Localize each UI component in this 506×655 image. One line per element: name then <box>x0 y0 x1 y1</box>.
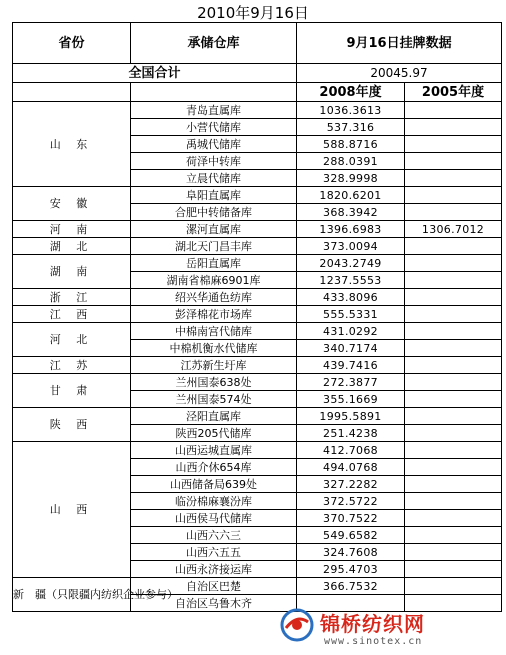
warehouse-cell: 中棉南宫代储库 <box>131 323 297 340</box>
value-2008-cell: 555.5331 <box>297 306 405 323</box>
value-2005-cell <box>405 153 502 170</box>
value-2005-cell <box>405 425 502 442</box>
value-2008-cell: 431.0292 <box>297 323 405 340</box>
warehouse-cell: 山西运城直属库 <box>131 442 297 459</box>
value-2005-cell <box>405 476 502 493</box>
header-warehouse: 承储仓库 <box>131 23 297 64</box>
value-2008-cell: 433.8096 <box>297 289 405 306</box>
warehouse-cell: 立晨代储库 <box>131 170 297 187</box>
value-2005-cell <box>405 544 502 561</box>
site-logo-icon <box>280 608 314 642</box>
value-2008-cell: 549.6582 <box>297 527 405 544</box>
table-row <box>13 102 502 119</box>
warehouse-cell: 兰州国泰574处 <box>131 391 297 408</box>
value-2005-cell <box>405 238 502 255</box>
value-2005-cell <box>405 340 502 357</box>
province-xinjiang: 新 疆（只限疆内纺织企业参与） <box>13 578 131 612</box>
value-2005-cell <box>405 493 502 510</box>
value-2005-cell <box>405 136 502 153</box>
warehouse-cell: 临汾棉麻襄汾库 <box>131 493 297 510</box>
value-2008-cell: 368.3942 <box>297 204 405 221</box>
value-2008-cell: 439.7416 <box>297 357 405 374</box>
listing-table <box>12 22 502 612</box>
province-zhejiang: 浙 江 <box>13 289 131 306</box>
value-2008-cell: 494.0768 <box>297 459 405 476</box>
value-2008-cell: 370.7522 <box>297 510 405 527</box>
warehouse-cell: 青岛直属库 <box>131 102 297 119</box>
value-2008-cell: 340.7174 <box>297 340 405 357</box>
warehouse-cell: 兰州国泰638处 <box>131 374 297 391</box>
value-2008-cell: 588.8716 <box>297 136 405 153</box>
warehouse-cell: 山西侯马代储库 <box>131 510 297 527</box>
total-row <box>13 64 502 83</box>
province-shandong: 山 东 <box>13 102 131 187</box>
warehouse-cell: 山西介休654库 <box>131 459 297 476</box>
province-shanxi: 山 西 <box>13 442 131 578</box>
province-gansu: 甘 肃 <box>13 374 131 408</box>
value-2005-cell <box>405 510 502 527</box>
warehouse-cell: 山西六六三 <box>131 527 297 544</box>
warehouse-cell: 山西六五五 <box>131 544 297 561</box>
value-2005-cell <box>405 374 502 391</box>
table-row <box>13 289 502 306</box>
year-2005: 2005年度 <box>405 83 502 102</box>
table-row <box>13 238 502 255</box>
value-2005-cell: 1306.7012 <box>405 221 502 238</box>
value-2008-cell: 2043.2749 <box>297 255 405 272</box>
table-row <box>13 357 502 374</box>
header-province: 省份 <box>13 23 131 64</box>
warehouse-cell: 山西储备局639处 <box>131 476 297 493</box>
value-2008-cell: 1820.6201 <box>297 187 405 204</box>
value-2005-cell <box>405 459 502 476</box>
value-2005-cell <box>405 187 502 204</box>
warehouse-cell: 合肥中转储备库 <box>131 204 297 221</box>
value-2008-cell: 412.7068 <box>297 442 405 459</box>
warehouse-cell: 漯河直属库 <box>131 221 297 238</box>
table-row <box>13 255 502 272</box>
warehouse-cell: 江苏新生圩库 <box>131 357 297 374</box>
value-2005-cell <box>405 170 502 187</box>
watermark-text: 锦桥纺织网 <box>320 612 425 636</box>
warehouse-cell: 阜阳直属库 <box>131 187 297 204</box>
value-2008-cell: 373.0094 <box>297 238 405 255</box>
value-2005-cell <box>405 391 502 408</box>
value-2008-cell: 288.0391 <box>297 153 405 170</box>
value-2005-cell <box>405 102 502 119</box>
warehouse-cell: 自治区乌鲁木齐 <box>131 595 297 612</box>
warehouse-cell: 泾阳直属库 <box>131 408 297 425</box>
value-2005-cell <box>405 306 502 323</box>
value-2008-cell: 1396.6983 <box>297 221 405 238</box>
blank-cell <box>131 83 297 102</box>
value-2008-cell: 372.5722 <box>297 493 405 510</box>
value-2005-cell <box>405 119 502 136</box>
value-2008-cell: 328.9998 <box>297 170 405 187</box>
value-2005-cell <box>405 204 502 221</box>
value-2008-cell: 1237.5553 <box>297 272 405 289</box>
value-2005-cell <box>405 408 502 425</box>
table-row <box>13 442 502 459</box>
warehouse-cell: 山西永济接运库 <box>131 561 297 578</box>
warehouse-cell: 自治区巴楚 <box>131 578 297 595</box>
warehouse-cell: 岳阳直属库 <box>131 255 297 272</box>
warehouse-cell: 湖南省棉麻6901库 <box>131 272 297 289</box>
value-2008-cell: 327.2282 <box>297 476 405 493</box>
value-2005-cell <box>405 357 502 374</box>
warehouse-cell: 彭泽棉花市场库 <box>131 306 297 323</box>
value-2008-cell: 324.7608 <box>297 544 405 561</box>
province-shaanxi: 陕 西 <box>13 408 131 442</box>
value-2005-cell <box>405 289 502 306</box>
warehouse-cell: 荷泽中转库 <box>131 153 297 170</box>
value-2008-cell: 251.4238 <box>297 425 405 442</box>
table-row <box>13 221 502 238</box>
total-value: 20045.97 <box>297 64 502 83</box>
table-row <box>13 374 502 391</box>
site-watermark <box>280 606 496 652</box>
warehouse-cell: 小营代储库 <box>131 119 297 136</box>
value-2005-cell <box>405 272 502 289</box>
province-jiangsu: 江 苏 <box>13 357 131 374</box>
year-header-row <box>13 83 502 102</box>
province-henan: 河 南 <box>13 221 131 238</box>
value-2005-cell <box>405 561 502 578</box>
warehouse-cell: 中棉机衡水代储库 <box>131 340 297 357</box>
value-2005-cell <box>405 323 502 340</box>
watermark-url: www.sinotex.cn <box>324 636 423 647</box>
value-2008-cell: 272.3877 <box>297 374 405 391</box>
table-row <box>13 187 502 204</box>
warehouse-cell: 陕西205代储库 <box>131 425 297 442</box>
value-2008-cell: 1036.3613 <box>297 102 405 119</box>
table-row <box>13 323 502 340</box>
warehouse-cell: 湖北天门昌丰库 <box>131 238 297 255</box>
province-hebei: 河 北 <box>13 323 131 357</box>
value-2005-cell <box>405 442 502 459</box>
province-anhui: 安 徽 <box>13 187 131 221</box>
blank-cell <box>13 83 131 102</box>
table-row <box>13 578 502 595</box>
province-hunan: 湖 南 <box>13 255 131 289</box>
value-2008-cell: 1995.5891 <box>297 408 405 425</box>
table-row <box>13 408 502 425</box>
value-2008-cell: 295.4703 <box>297 561 405 578</box>
value-2008-cell: 366.7532 <box>297 578 405 595</box>
warehouse-cell: 绍兴华通色纺库 <box>131 289 297 306</box>
value-2005-cell <box>405 255 502 272</box>
header-listing: 9月16日挂牌数据 <box>297 23 502 64</box>
value-2005-cell <box>405 578 502 595</box>
total-label: 全国合计 <box>13 64 297 83</box>
year-2008: 2008年度 <box>297 83 405 102</box>
province-jiangxi: 江 西 <box>13 306 131 323</box>
value-2008-cell: 355.1669 <box>297 391 405 408</box>
warehouse-cell: 禹城代储库 <box>131 136 297 153</box>
value-2005-cell <box>405 527 502 544</box>
province-hubei: 湖 北 <box>13 238 131 255</box>
header-row <box>13 23 502 64</box>
page-title: 2010年9月16日 <box>197 4 309 22</box>
value-2008-cell: 537.316 <box>297 119 405 136</box>
table-row <box>13 306 502 323</box>
